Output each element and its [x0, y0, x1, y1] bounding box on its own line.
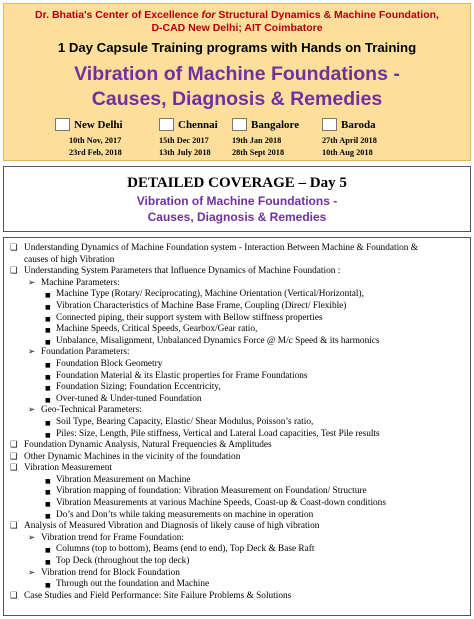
square-bullet-icon: ■ [45, 489, 51, 497]
list-item-text: Vibration Measurement [24, 463, 112, 474]
checkbox-icon[interactable] [55, 118, 70, 131]
list-item [4, 405, 470, 417]
list-item [4, 289, 470, 301]
list-item [4, 382, 470, 394]
list-item [4, 486, 470, 498]
org-locations: D-CAD New Delhi; AIT Coimbatore [151, 22, 323, 34]
list-item [4, 313, 470, 325]
list-item-text: Vibration Characteristics of Machine Base Frame, Coupling (Direct/ Flexible) [56, 300, 347, 311]
city-date: 23rd Feb, 2018 [69, 148, 122, 157]
list-item-text: Geo-Technical Parameters: [41, 405, 142, 416]
city-name: Bangalore [251, 118, 300, 131]
list-item [4, 243, 470, 255]
list-item-text: Vibration Measurements at various Machine Speeds, Coast-up & Coast-down conditions [56, 498, 386, 509]
list-item [4, 359, 470, 371]
checkbox-icon[interactable] [322, 118, 337, 131]
main-title-line1: Vibration of Machine Foundations - [74, 63, 400, 85]
checkbox-icon[interactable] [159, 118, 174, 131]
list-item [4, 347, 470, 359]
arrow-bullet-icon: ➢ [28, 347, 36, 358]
city-date: 10th Aug 2018 [322, 148, 373, 157]
list-item-text: Understanding System Parameters that Influence Dynamics of Machine Foundation : [24, 266, 341, 277]
list-item-text: Machine Speeds, Critical Speeds, Gearbox/Gear ratio, [56, 324, 258, 335]
list-item [4, 440, 470, 452]
square-bullet-icon: ■ [45, 315, 51, 323]
coverage-title: DETAILED COVERAGE – Day 5 [127, 175, 347, 191]
coverage-list [4, 243, 470, 602]
list-item [4, 255, 470, 267]
square-checkbox-icon: ❑ [10, 243, 18, 253]
list-item-text: Vibration trend for Frame Foundation: [41, 532, 184, 543]
city-date: 13th July 2018 [159, 148, 211, 157]
arrow-bullet-icon: ➢ [28, 277, 36, 288]
square-bullet-icon: ■ [45, 373, 51, 381]
city-date: 19th Jan 2018 [232, 136, 282, 145]
square-bullet-icon: ■ [45, 338, 51, 346]
list-item-text: Foundation Block Geometry [56, 358, 163, 369]
list-item [4, 475, 470, 487]
list-item [4, 324, 470, 336]
city-name: New Delhi [74, 118, 123, 131]
list-item [4, 498, 470, 510]
header-banner [3, 3, 471, 161]
city-date: 27th April 2018 [322, 136, 377, 145]
list-item [4, 510, 470, 522]
square-bullet-icon: ■ [45, 385, 51, 393]
list-item [4, 556, 470, 568]
list-item-text: Foundation Material & its Elastic properties for Frame Foundations [56, 370, 308, 381]
list-item [4, 301, 470, 313]
org-name-line [4, 9, 470, 21]
list-item-text: Over-tuned & Under-tuned Foundation [56, 393, 202, 404]
list-item-text: Soil Type, Bearing Capacity, Elastic/ Shear Modulus, Poisson’s ratio, [56, 416, 314, 427]
square-bullet-icon: ■ [45, 303, 51, 311]
square-checkbox-icon: ❑ [10, 440, 18, 451]
list-item-text: Machine Parameters: [41, 277, 120, 288]
square-bullet-icon: ■ [45, 477, 51, 485]
list-item-text: Vibration trend for Block Foundation [41, 567, 180, 578]
coverage-subtitle-line2: Causes, Diagnosis & Remedies [147, 210, 327, 224]
list-item [4, 533, 470, 545]
city-date: 15th Dec 2017 [159, 136, 209, 145]
square-bullet-icon: ■ [45, 559, 51, 567]
org-name-for: for [201, 9, 216, 21]
square-checkbox-icon: ❑ [10, 463, 18, 474]
city-schedule [4, 117, 470, 163]
list-item-text: Connected piping, their support system with Bellow stiffness properties [56, 312, 323, 323]
square-bullet-icon: ■ [45, 501, 51, 509]
square-bullet-icon: ■ [45, 361, 51, 369]
list-item-text: Other Dynamic Machines in the vicinity of the foundation [24, 451, 241, 462]
list-item [4, 521, 470, 533]
coverage-content [3, 237, 471, 616]
list-item-text: Case Studies and Field Performance: Site Failure Problems & Solutions [24, 590, 292, 601]
square-bullet-icon: ■ [45, 582, 51, 590]
square-bullet-icon: ■ [45, 396, 51, 404]
list-item [4, 429, 470, 441]
main-title-line2: Causes, Diagnosis & Remedies [91, 88, 383, 110]
coverage-subtitle-line1: Vibration of Machine Foundations - [136, 194, 338, 208]
list-item [4, 394, 470, 406]
org-name-text: Dr. Bhatia's Center of Excellence [35, 9, 202, 21]
list-item-text: Do’s and Don’ts while taking measurements on machine in operation [56, 509, 314, 520]
list-item [4, 568, 470, 580]
city-name: Baroda [341, 118, 376, 131]
coverage-heading-box [3, 166, 471, 232]
square-bullet-icon: ■ [45, 547, 51, 555]
city-new-delhi [55, 117, 123, 157]
list-item-text: Foundation Sizing; Foundation Eccentricity, [56, 382, 221, 393]
city-name: Chennai [178, 118, 218, 131]
list-item-text: Columns (top to bottom), Beams (end to end), Top Deck & Base Raft [56, 544, 315, 555]
list-item [4, 371, 470, 383]
list-item [4, 591, 470, 603]
square-bullet-icon: ■ [45, 431, 51, 439]
list-item-text: Top Deck (throughout the top deck) [56, 556, 190, 567]
list-item-text: Foundation Parameters: [41, 347, 130, 358]
city-date: 28th Sept 2018 [232, 148, 285, 157]
list-item-text: Vibration Measurement on Machine [56, 474, 191, 485]
square-bullet-icon: ■ [45, 512, 51, 520]
list-item [4, 463, 470, 475]
list-item-text: Machine Type (Rotary/ Reciprocating), Machine Orientation (Vertical/Horizontal), [56, 289, 364, 300]
square-checkbox-icon: ❑ [10, 451, 18, 462]
checkbox-icon[interactable] [232, 118, 247, 131]
arrow-bullet-icon: ➢ [28, 532, 36, 543]
org-name-text-end: Structural Dynamics & Machine Foundation, [215, 9, 439, 21]
square-checkbox-icon: ❑ [10, 266, 18, 277]
square-checkbox-icon: ❑ [10, 590, 18, 601]
list-item [4, 417, 470, 429]
list-item [4, 336, 470, 348]
city-baroda [322, 117, 377, 157]
list-item-text: causes of high Vibration [24, 254, 115, 265]
square-checkbox-icon: ❑ [10, 521, 18, 532]
list-item [4, 278, 470, 290]
list-item [4, 579, 470, 591]
list-item-text: Vibration mapping of foundation: Vibration Measurement on Foundation/ Structure [56, 486, 367, 497]
list-item-text: Analysis of Measured Vibration and Diagnosis of likely cause of high vibration [24, 521, 320, 532]
arrow-bullet-icon: ➢ [28, 567, 36, 578]
square-bullet-icon: ■ [45, 327, 51, 335]
list-item-text: Understanding Dynamics of Machine Foundation system - Interaction Between Machine & Foundation & [24, 243, 419, 253]
list-item [4, 544, 470, 556]
list-item-text: Through out the foundation and Machine [56, 579, 210, 590]
list-item-text: Unbalance, Misalignment, Unbalanced Dynamics Force @ M/c Speed & its harmonics [56, 335, 380, 346]
arrow-bullet-icon: ➢ [28, 405, 36, 416]
city-date: 10th Nov, 2017 [69, 136, 122, 145]
list-item [4, 452, 470, 464]
list-item-text: Piles: Size, Length, Pile stiffness, Vertical and Lateral Load capacities, Test Pile results [56, 428, 380, 439]
square-bullet-icon: ■ [45, 292, 51, 300]
city-bangalore [232, 117, 299, 157]
square-bullet-icon: ■ [45, 419, 51, 427]
city-chennai [159, 117, 218, 157]
training-heading: 1 Day Capsule Training programs with Hands on Training [57, 40, 417, 55]
list-item-text: Foundation Dynamic Analysis, Natural Frequencies & Amplitudes [24, 440, 272, 451]
list-item [4, 266, 470, 278]
